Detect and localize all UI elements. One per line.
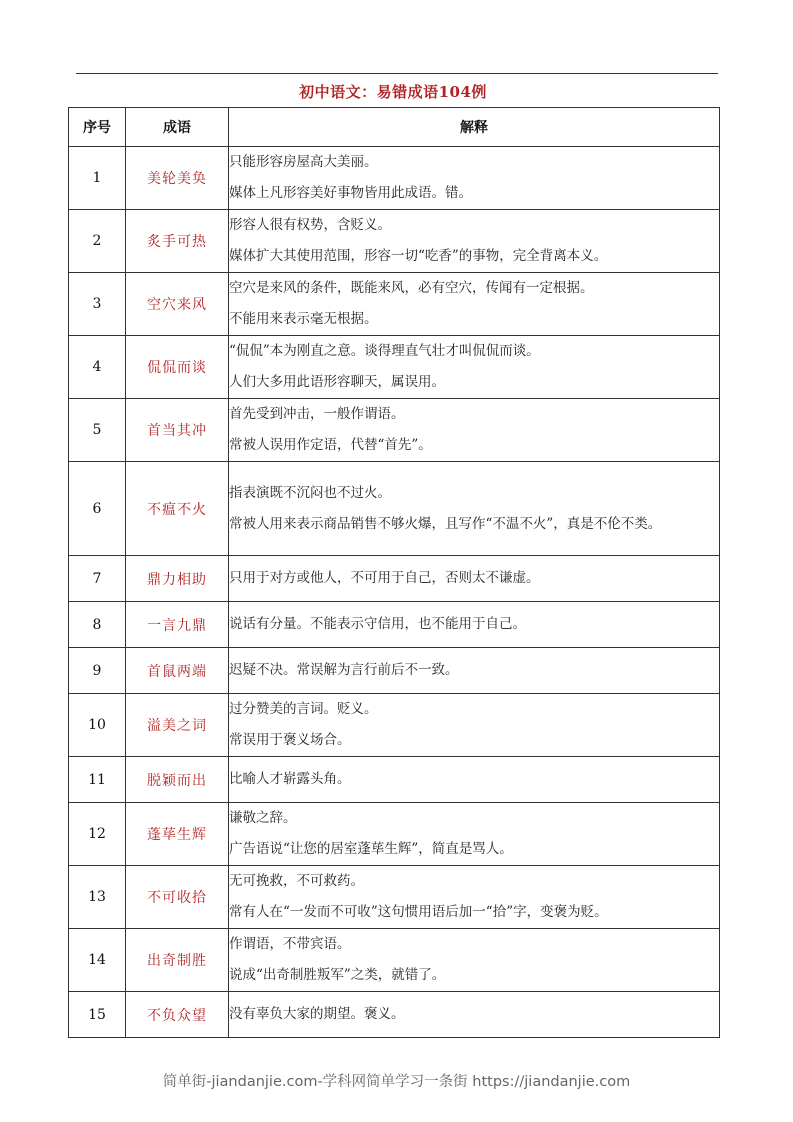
row-number: 13 [69, 866, 126, 929]
idiom-term: 一言九鼎 [126, 602, 229, 648]
idiom-explanation [229, 210, 720, 273]
table-row [69, 336, 720, 399]
row-number: 14 [69, 929, 126, 992]
explanation-line: 常被人用来表示商品销售不够火爆，且写作“不温不火”，真是不伦不类。 [229, 515, 662, 532]
idiom-term: 不可收拾 [126, 866, 229, 929]
explanation-line: 媒体上凡形容美好事物皆用此成语。错。 [229, 185, 472, 201]
row-number: 7 [69, 556, 126, 602]
document-title: 初中语文：易错成语104例 [299, 83, 487, 101]
idiom-term: 不瘟不火 [126, 462, 229, 556]
idiom-term: 蓬荜生辉 [126, 803, 229, 866]
table-row [69, 273, 720, 336]
idiom-term: 美轮美奂 [126, 147, 229, 210]
explanation-line: 空穴是来风的条件，既能来风，必有空穴，传闻有一定根据。 [229, 280, 594, 296]
row-number: 8 [69, 602, 126, 648]
explanation-line: 只用于对方或他人，不可用于自己，否则太不谦虚。 [229, 570, 540, 586]
explanation-line: “侃侃”本为刚直之意。谈得理直气壮才叫侃侃而谈。 [229, 343, 540, 359]
idiom-term: 出奇制胜 [126, 929, 229, 992]
explanation-line: 指表演既不沉闷也不过火。 [229, 484, 391, 501]
table-header-row [69, 108, 720, 147]
idiom-table [68, 107, 720, 1038]
row-number: 11 [69, 757, 126, 803]
row-number: 5 [69, 399, 126, 462]
explanation-line: 媒体扩大其使用范围，形容一切“吃香”的事物，完全背离本义。 [229, 248, 608, 264]
idiom-term: 炙手可热 [126, 210, 229, 273]
idiom-explanation [229, 648, 720, 694]
explanation-line: 常被人误用作定语，代替“首先”。 [229, 437, 432, 453]
row-number: 4 [69, 336, 126, 399]
column-header-number: 序号 [69, 108, 126, 147]
explanation-line: 常误用于褒义场合。 [229, 732, 351, 748]
row-number: 10 [69, 694, 126, 757]
table-row [69, 992, 720, 1038]
idiom-term: 首当其冲 [126, 399, 229, 462]
explanation-line: 无可挽救，不可救药。 [229, 873, 364, 889]
column-header-idiom: 成语 [126, 108, 229, 147]
explanation-line: 过分赞美的言词。贬义。 [229, 701, 378, 717]
explanation-line: 形容人很有权势，含贬义。 [229, 217, 391, 233]
row-number: 9 [69, 648, 126, 694]
idiom-explanation [229, 757, 720, 803]
idiom-term: 鼎力相助 [126, 556, 229, 602]
footer-watermark: 简单街-jiandanjie.com-学科网简单学习一条街 https://jiandanjie.com [162, 1074, 631, 1090]
idiom-explanation [229, 694, 720, 757]
row-number: 3 [69, 273, 126, 336]
table-row [69, 210, 720, 273]
table-row [69, 803, 720, 866]
table-row [69, 757, 720, 803]
explanation-line: 迟疑不决。常误解为言行前后不一致。 [229, 662, 459, 678]
idiom-explanation [229, 462, 720, 556]
table-row [69, 462, 720, 556]
idiom-explanation [229, 602, 720, 648]
explanation-line: 说成“出奇制胜叛军”之类，就错了。 [229, 967, 446, 983]
idiom-explanation [229, 336, 720, 399]
idiom-term: 空穴来风 [126, 273, 229, 336]
idiom-explanation [229, 147, 720, 210]
table-row [69, 602, 720, 648]
table-row [69, 648, 720, 694]
explanation-line: 广告语说“让您的居室蓬荜生辉”，简直是骂人。 [229, 841, 513, 857]
explanation-line: 常有人在“一发而不可收”这句惯用语后加一“拾”字，变褒为贬。 [229, 904, 608, 920]
table-body [69, 147, 720, 1038]
explanation-line: 只能形容房屋高大美丽。 [229, 154, 378, 170]
idiom-term: 不负众望 [126, 992, 229, 1038]
idiom-explanation [229, 803, 720, 866]
table-row [69, 147, 720, 210]
explanation-line: 说话有分量。不能表示守信用，也不能用于自己。 [229, 616, 526, 632]
idiom-explanation [229, 866, 720, 929]
table-row [69, 556, 720, 602]
idiom-explanation [229, 992, 720, 1038]
row-number: 6 [69, 462, 126, 556]
explanation-line: 比喻人才崭露头角。 [229, 771, 351, 787]
explanation-line: 首先受到冲击，一般作谓语。 [229, 406, 405, 422]
row-number: 1 [69, 147, 126, 210]
idiom-term: 溢美之词 [126, 694, 229, 757]
idiom-term: 侃侃而谈 [126, 336, 229, 399]
header-rule [76, 73, 718, 74]
table-row [69, 399, 720, 462]
explanation-line: 谦敬之辞。 [229, 810, 297, 826]
explanation-line: 不能用来表示毫无根据。 [229, 311, 378, 327]
row-number: 12 [69, 803, 126, 866]
table-row [69, 694, 720, 757]
table-row [69, 929, 720, 992]
idiom-explanation [229, 556, 720, 602]
table-row [69, 866, 720, 929]
column-header-explanation: 解释 [229, 108, 720, 147]
idiom-explanation [229, 929, 720, 992]
idiom-term: 首鼠两端 [126, 648, 229, 694]
row-number: 2 [69, 210, 126, 273]
explanation-line: 作谓语，不带宾语。 [229, 936, 351, 952]
row-number: 15 [69, 992, 126, 1038]
idiom-term: 脱颖而出 [126, 757, 229, 803]
idiom-explanation [229, 399, 720, 462]
explanation-line: 人们大多用此语形容聊天，属误用。 [229, 374, 445, 390]
explanation-line: 没有辜负大家的期望。褒义。 [229, 1006, 405, 1022]
idiom-explanation [229, 273, 720, 336]
